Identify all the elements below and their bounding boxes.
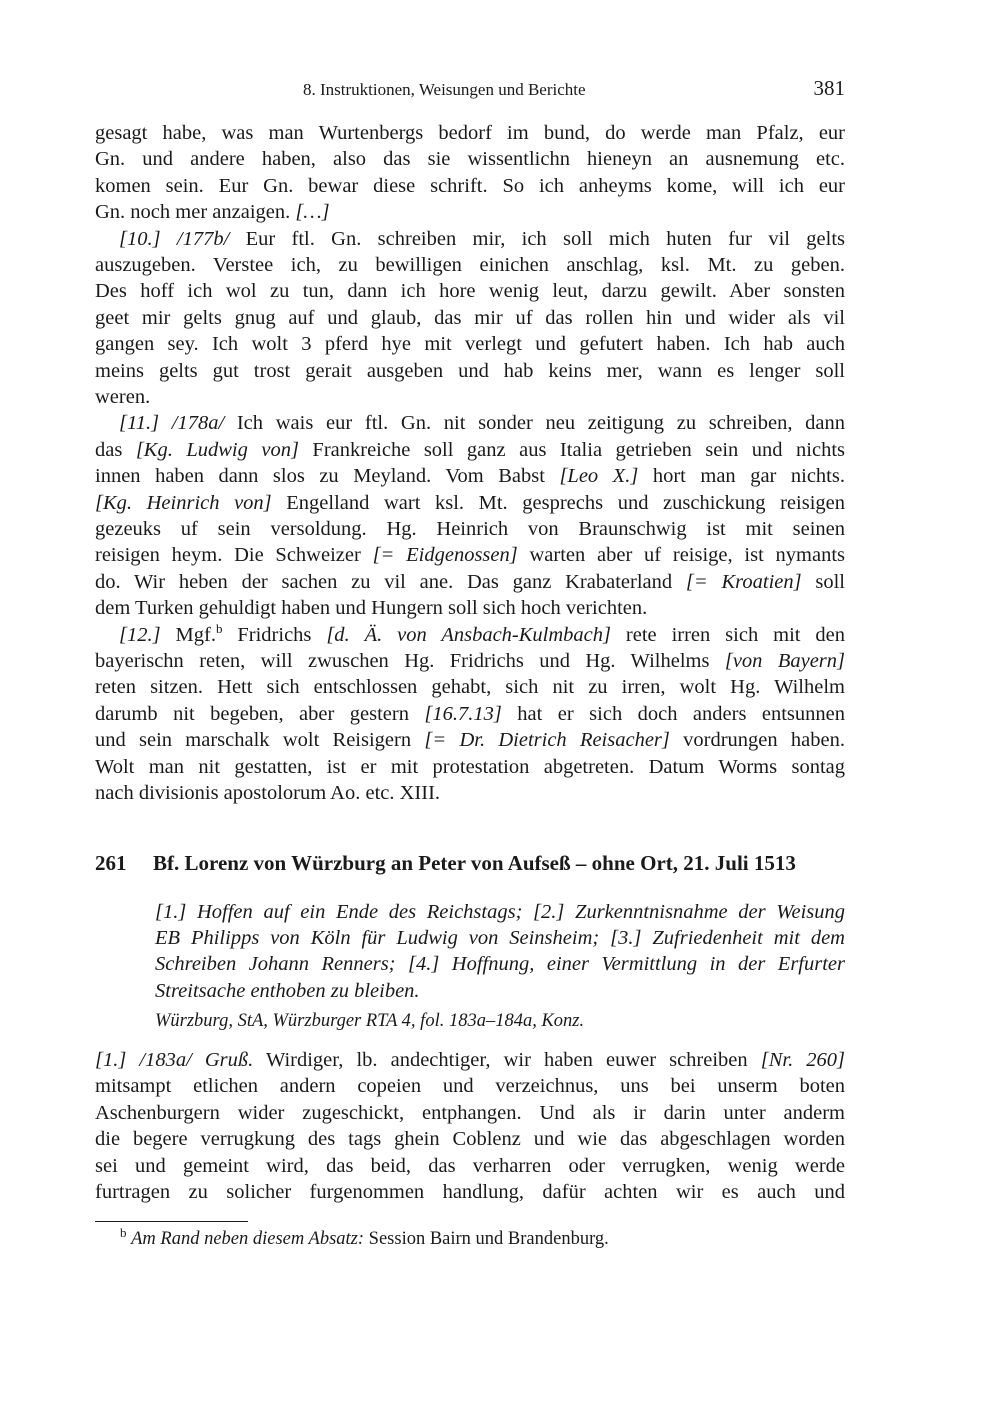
- editorial-note: [von Bayern]: [724, 650, 845, 672]
- text-segment: gezeuks uf sein versoldung. Hg. Heinrich von Braunschwig ist mit seinen: [95, 518, 845, 540]
- text-segment: Schreiben Johann Renners; [4.] Hoffnung, einer Vermittlung in der Erfurter: [155, 953, 845, 976]
- text-segment: Frankreiche soll ganz aus Italia getrieben sein und nichts: [298, 438, 846, 461]
- text-line: [95, 305, 845, 331]
- text-line: [95, 199, 845, 225]
- text-segment: darumb nit begeben, aber gestern: [95, 702, 425, 725]
- text-line: [155, 978, 845, 1004]
- editorial-note: [= Dr. Dietrich Reisacher]: [424, 729, 670, 752]
- text-line: [155, 951, 845, 977]
- text-line: [95, 569, 845, 595]
- text-segment: Fridrichs: [222, 623, 327, 646]
- text-line: [95, 542, 845, 568]
- text-segment: Streitsache enthoben zu bleiben.: [155, 979, 420, 1002]
- text-line: [95, 1179, 845, 1205]
- text-segment: weren.: [95, 386, 151, 408]
- footnote-reference: b: [215, 620, 223, 636]
- text-segment: gesagt habe, was man Wurtenbergs bedorf im bund, do werde man Pfalz, eur: [95, 122, 845, 144]
- text-segment: dem Turken gehuldigt haben und Hungern soll sich hoch verichten.: [95, 597, 648, 620]
- editorial-note: [16.7.13]: [424, 702, 502, 725]
- text-segment: Aschenburgern wider zugeschickt, entphangen. Und als ir darin unter anderm: [95, 1101, 845, 1124]
- text-line: [95, 516, 845, 542]
- text-segment: Eur ftl. Gn. schreiben mir, ich soll mich huten fur vil gelts: [229, 227, 845, 250]
- text-segment: Wirdiger, lb. andechtiger, wir haben euwer schreiben: [253, 1049, 761, 1071]
- text-line: [155, 899, 845, 925]
- text-line: [95, 674, 845, 700]
- text-segment: das: [95, 438, 136, 461]
- text-segment: meins gelts gut trost gerait ausgeben und hab keins mer, wann es lenger soll: [95, 359, 845, 382]
- editorial-note: [Nr. 260]: [760, 1049, 845, 1071]
- text-segment: reten sitzen. Hett sich entschlossen gehabt, sich nit zu irren, wolt Hg. Wilhelm: [95, 676, 845, 699]
- footnote-marker: b: [120, 1224, 127, 1240]
- text-segment: nach divisionis apostolorum Ao. etc. XIII.: [95, 782, 441, 804]
- text-segment: und sein marschalk wolt Reisigern: [95, 729, 425, 752]
- text-line: [95, 701, 845, 727]
- text-segment: hat er sich doch anders entsunnen: [501, 702, 845, 725]
- editorial-note: [d. Ä. von Ansbach-Kulmbach]: [326, 623, 611, 646]
- text-line: [95, 331, 845, 357]
- footnote: [120, 1224, 609, 1250]
- text-segment: innen haben dann slos zu Meyland. Vom Babst: [95, 465, 560, 488]
- text-line: [95, 595, 845, 621]
- text-segment: Mgf.: [160, 623, 216, 646]
- editorial-note: [Leo X.]: [559, 465, 639, 488]
- editorial-note: [= Eidgenossen]: [372, 544, 518, 567]
- document-heading: [95, 851, 845, 876]
- text-line: [119, 622, 845, 648]
- text-line: [95, 1153, 845, 1179]
- text-line: [95, 754, 845, 780]
- editorial-note: [Kg. Ludwig von]: [135, 438, 299, 461]
- editorial-note: [Kg. Heinrich von]: [95, 491, 272, 514]
- editorial-note: [= Kroatien]: [685, 570, 802, 593]
- text-segment: EB Philipps von Köln für Ludwig von Seinsheim; [3.] Zufriedenheit mit dem: [155, 927, 845, 950]
- text-line: [119, 226, 845, 252]
- text-line: [95, 1047, 845, 1073]
- text-line: [95, 780, 845, 806]
- text-segment: komen sein. Eur Gn. bewar diese schrift. So ich anheyms kome, will ich eur: [95, 174, 845, 197]
- text-line: [95, 1100, 845, 1126]
- archival-source: Würzburg, StA, Würzburger RTA 4, fol. 183a–184a, Konz.: [155, 1011, 585, 1031]
- text-segment: warten aber uf reisige, ist nymants: [517, 544, 845, 567]
- text-segment: geet mir gelts gnug auf und glaub, das mir uf das rollen hin und wider als vil: [95, 306, 845, 329]
- text-line: [95, 437, 845, 463]
- text-line: [95, 1126, 845, 1152]
- footnote-text: Session Bairn und Brandenburg.: [364, 1229, 609, 1249]
- text-segment: Gn. noch mer anzaigen.: [95, 201, 296, 224]
- text-line: [95, 648, 845, 674]
- text-line: [95, 727, 845, 753]
- text-line: [95, 490, 845, 516]
- text-line: [95, 252, 845, 278]
- text-segment: Engelland wart ksl. Mt. gesprechs und zuschickung reisigen: [271, 491, 845, 514]
- text-segment: Wolt man nit gestatten, ist er mit protestation abgetreten. Datum Worms sontag: [95, 755, 845, 778]
- text-line: [95, 120, 845, 146]
- text-line: [95, 463, 845, 489]
- text-segment: do. Wir heben der sachen zu vil ane. Das ganz Krabaterland: [95, 570, 686, 593]
- text-line: [95, 358, 845, 384]
- editorial-note: [1.] /183a/ Gruß.: [95, 1049, 254, 1071]
- footnote-divider: [95, 1221, 248, 1222]
- text-segment: auszugeben. Verstee ich, zu bewilligen einichen anschlag, ksl. Mt. zu geben.: [95, 254, 845, 276]
- text-segment: die begere verrugkung des tags ghein Coblenz und wie das abgeschlagen worden: [95, 1128, 845, 1151]
- text-line: [155, 925, 845, 951]
- text-segment: soll: [801, 570, 846, 593]
- text-segment: reisigen heym. Die Schweizer: [95, 544, 373, 567]
- text-segment: bayerischn reten, will zwuschen Hg. Fridrichs und Hg. Wilhelms: [95, 650, 725, 672]
- text-line: [119, 410, 845, 436]
- text-segment: Gn. und andere haben, also das sie wissentlichn hieneyn an ausnemung etc.: [95, 148, 845, 171]
- text-segment: mitsampt etlichen andern copeien und verzeichnus, uns bei unserm boten: [95, 1075, 845, 1098]
- text-segment: furtragen zu solicher furgenommen handlung, dafür achten wir es auch und: [95, 1181, 845, 1203]
- editorial-note: [11.] /178a/: [119, 412, 225, 435]
- editorial-note: [10.] /177b/: [119, 227, 230, 250]
- text-segment: gangen sey. Ich wolt 3 pferd hye mit verlegt und gefutert haben. Ich hab auch: [95, 333, 845, 356]
- running-head: 8. Instruktionen, Weisungen und Berichte: [303, 80, 586, 99]
- text-line: [95, 146, 845, 172]
- text-segment: [1.] Hoffen auf ein Ende des Reichstags; [2.] Zurkenntnisnahme der Weisung: [155, 901, 845, 923]
- text-line: [95, 1073, 845, 1099]
- page-number: 381: [813, 76, 845, 100]
- footnote-label: Am Rand neben diesem Absatz:: [131, 1229, 365, 1249]
- text-segment: Des hoff ich wol zu tun, dann ich hore wenig leut, darzu gewilt. Aber sonsten: [95, 280, 845, 303]
- document-number: 261: [95, 851, 127, 875]
- editorial-note: [12.]: [119, 623, 161, 646]
- text-line: [95, 384, 845, 410]
- editorial-note: […]: [295, 201, 330, 224]
- text-segment: Ich wais eur ftl. Gn. nit sonder neu zeitigung zu schreiben, dann: [224, 412, 846, 435]
- text-line: [95, 278, 845, 304]
- text-segment: rete irren sich mit den: [611, 623, 845, 646]
- document-title: Bf. Lorenz von Würzburg an Peter von Aufseß – ohne Ort, 21. Juli 1513: [153, 851, 796, 875]
- text-segment: sei und gemeint wird, das beid, das verharren oder verrugken, wenig werde: [95, 1154, 845, 1177]
- text-segment: vordrungen haben.: [669, 729, 845, 752]
- text-line: [95, 173, 845, 199]
- text-segment: hort man gar nichts.: [638, 465, 845, 488]
